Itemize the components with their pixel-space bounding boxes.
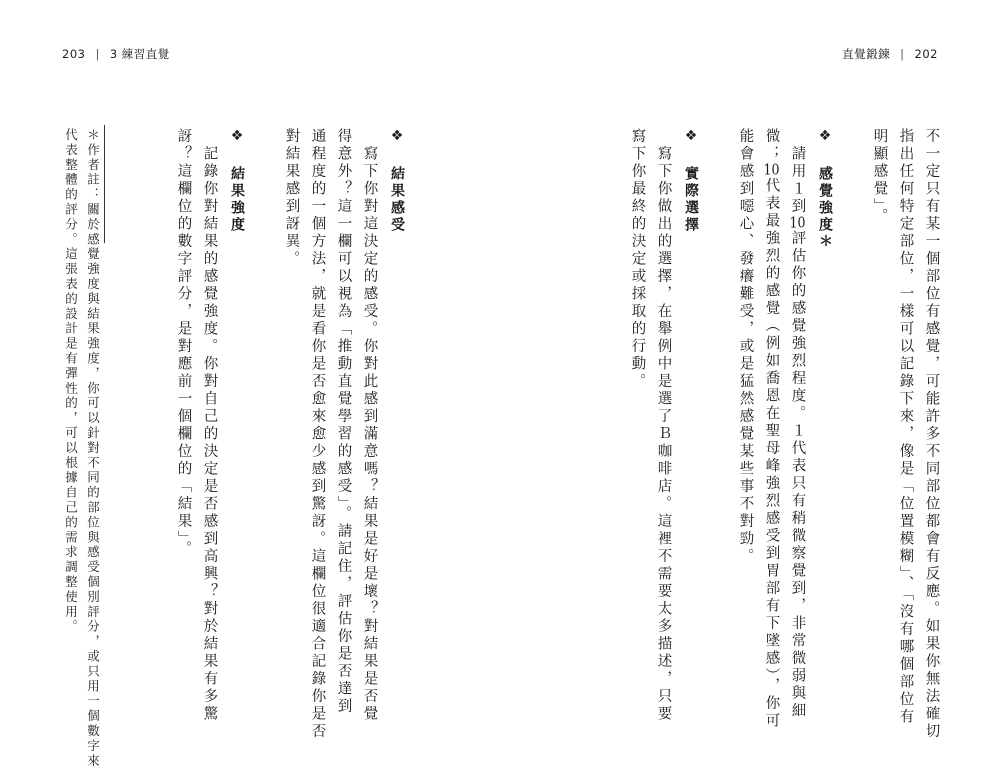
right-header-separator: | xyxy=(900,47,905,61)
text-column: 訝？這欄位的數字評分，是對應前一個欄位的「結果」。 xyxy=(175,128,192,559)
right-page-header xyxy=(842,46,938,62)
section-heading: ❖ 結果感受 xyxy=(389,128,405,234)
section-heading: ❖ 結果強度 xyxy=(229,128,245,234)
text-column: 能會感到噁心、發癢難受，或是猛然感覺某些事不對勁。 xyxy=(737,128,754,566)
text-column: 不一定只有某一個部位有感覺，可能許多不同部位都會有反應。如果你無法確切 xyxy=(923,128,940,741)
text-column: 微；10代表最強烈的感覺（例如喬恩在聖母峰強烈感受到胃部有下墜感），你可 xyxy=(763,128,780,731)
text-column: 寫下你最終的決定或採取的行動。 xyxy=(629,128,646,391)
text-column: 記錄你對結果的感覺強度。你對自己的決定是否感到高興？對於結果有多驚 xyxy=(201,128,218,723)
chapter-title: 3 練習直覺 xyxy=(109,47,170,61)
text-column: 寫下你對這決定的感受。你對此感到滿意嗎？結果是好是壞？對結果是否覺 xyxy=(361,128,378,723)
left-header-separator: | xyxy=(95,47,100,61)
footnote-line: 代表整體的評分。這張表的設計是有彈性的，可以根據自己的需求調整使用。 xyxy=(63,128,79,635)
text-column: 得意外？這一欄可以視為「推動直覺學習的感受」。請記住，評估你是否達到 xyxy=(335,128,352,716)
text-column: 對結果感到訝異。 xyxy=(283,128,300,268)
right-page-number: 202 xyxy=(914,47,938,61)
footnote-divider xyxy=(104,125,105,243)
footnote-line: ＊作者註：關於感覺強度與結果強度，你可以針對不同的部位與感受個別評分，或只用一個數字來 xyxy=(85,128,101,769)
text-column: 寫下你做出的選擇，在舉例中是選了Ｂ咖啡店。這裡不需要太多描述，只要 xyxy=(655,128,672,723)
section-heading: ❖ 實際選擇 xyxy=(683,128,699,234)
left-page-header xyxy=(62,46,170,62)
text-column: 通程度的一個方法，就是看你是否愈來愈少感到驚訝。這欄位很適合記錄你是否 xyxy=(309,128,326,741)
text-column: 明顯感覺」。 xyxy=(871,128,888,226)
text-column: 請用１到10評估你的感覺強烈程度。１代表只有稍微察覺到，非常微弱與細 xyxy=(789,128,806,720)
section-heading: ❖ 感覺強度＊ xyxy=(817,128,833,251)
left-page-number: 203 xyxy=(62,47,86,61)
book-title: 直覺鍛鍊 xyxy=(842,47,891,61)
text-column: 指出任何特定部位，一樣可以記錄下來，像是「位置模糊」、「沒有哪個部位有 xyxy=(897,128,914,726)
